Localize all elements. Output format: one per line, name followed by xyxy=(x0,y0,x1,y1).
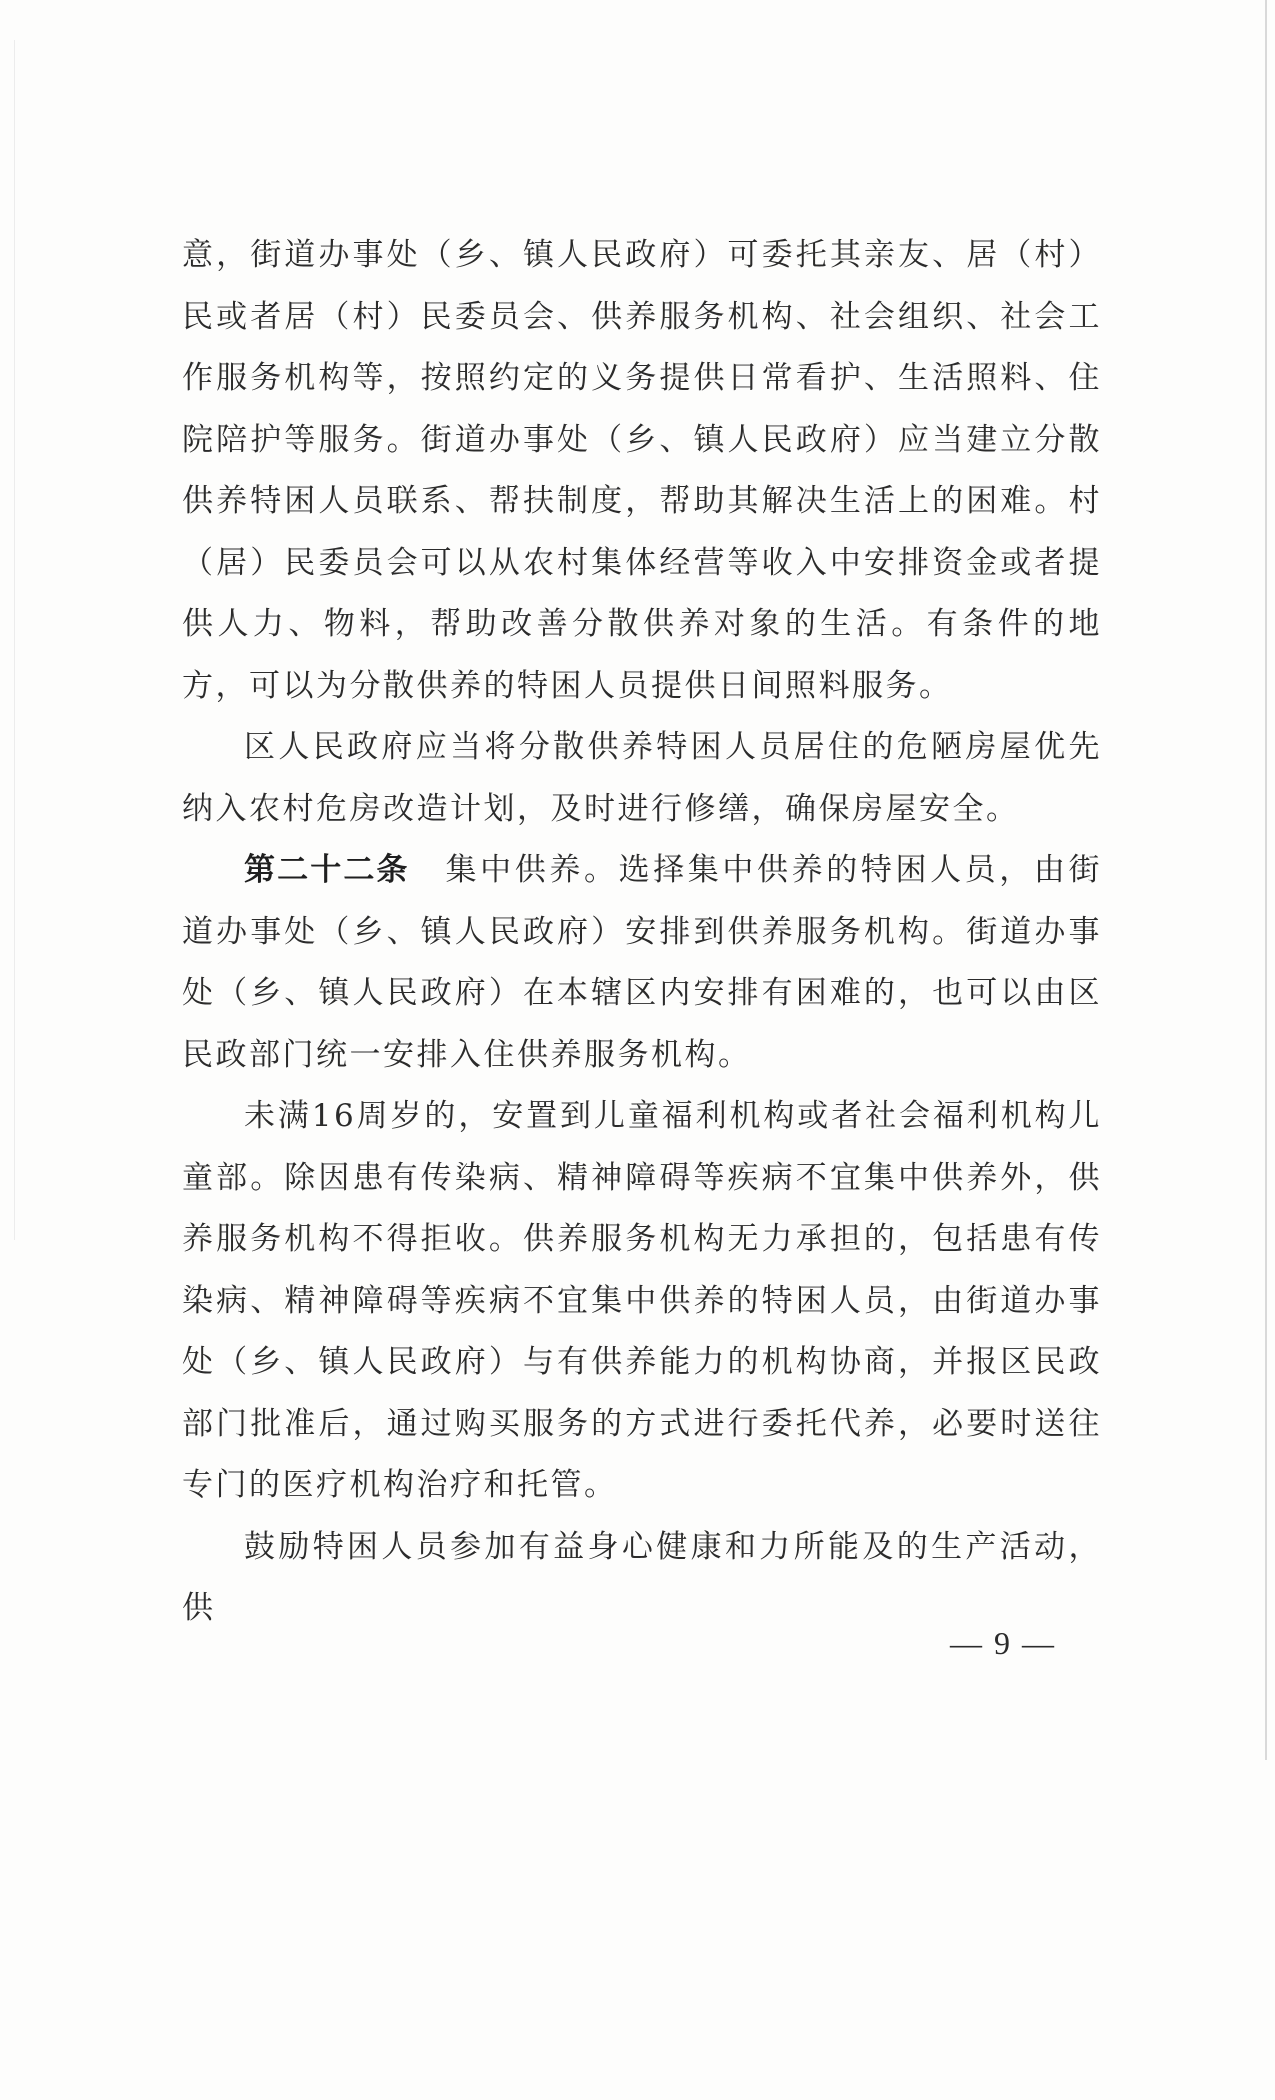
paragraph-1-text: 意，街道办事处（乡、镇人民政府）可委托其亲友、居（村）民或者居（村）民委员会、供养服务机构、社会组织、社会工作服务机构等，按照约定的义务提供日常看护、生活照料、住院陪护等服务。街道办事处（乡、镇人民政府）应当建立分散供养特困人员联系、帮扶制度，帮助其解决生活上的困难。村（居）民委员会可以从农村集体经营等收入中安排资金或者提供人力、物料，帮助改善分散供养对象的生活。有条件的地方，可以为分散供养的特困人员提供日间照料服务。 xyxy=(182,237,1102,704)
paragraph-2-text: 区人民政府应当将分散供养特困人员居住的危陋房屋优先纳入农村危房改造计划，及时进行修缮，确保房屋安全。 xyxy=(182,729,1102,827)
paragraph-3 xyxy=(182,840,1102,1086)
paragraph-1 xyxy=(182,225,1102,717)
paragraph-2 xyxy=(182,717,1102,840)
scan-edge-right xyxy=(1265,0,1267,1760)
paragraph-4-text: 未满16周岁的，安置到儿童福利机构或者社会福利机构儿童部。除因患有传染病、精神障碍等疾病不宜集中供养外，供养服务机构不得拒收。供养服务机构无力承担的，包括患有传染病、精神障碍等疾病不宜集中供养的特困人员，由街道办事处（乡、镇人民政府）与有供养能力的机构协商，并报区民政部门批准后，通过购买服务的方式进行委托代养，必要时送往专门的医疗机构治疗和托管。 xyxy=(182,1098,1102,1503)
paragraph-3-text: 集中供养。选择集中供养的特困人员，由街道办事处（乡、镇人民政府）安排到供养服务机构。街道办事处（乡、镇人民政府）在本辖区内安排有困难的，也可以由区民政部门统一安排入住供养服务机构。 xyxy=(182,852,1103,1073)
document-body xyxy=(182,225,1102,1640)
page-number: — 9 — xyxy=(950,1625,1056,1661)
article-heading: 第二十二条 xyxy=(244,852,410,888)
scan-edge-left xyxy=(14,40,15,1240)
paragraph-5-text: 鼓励特困人员参加有益身心健康和力所能及的生产活动，供 xyxy=(182,1528,1102,1626)
paragraph-4 xyxy=(182,1086,1102,1517)
paragraph-5 xyxy=(182,1517,1102,1640)
